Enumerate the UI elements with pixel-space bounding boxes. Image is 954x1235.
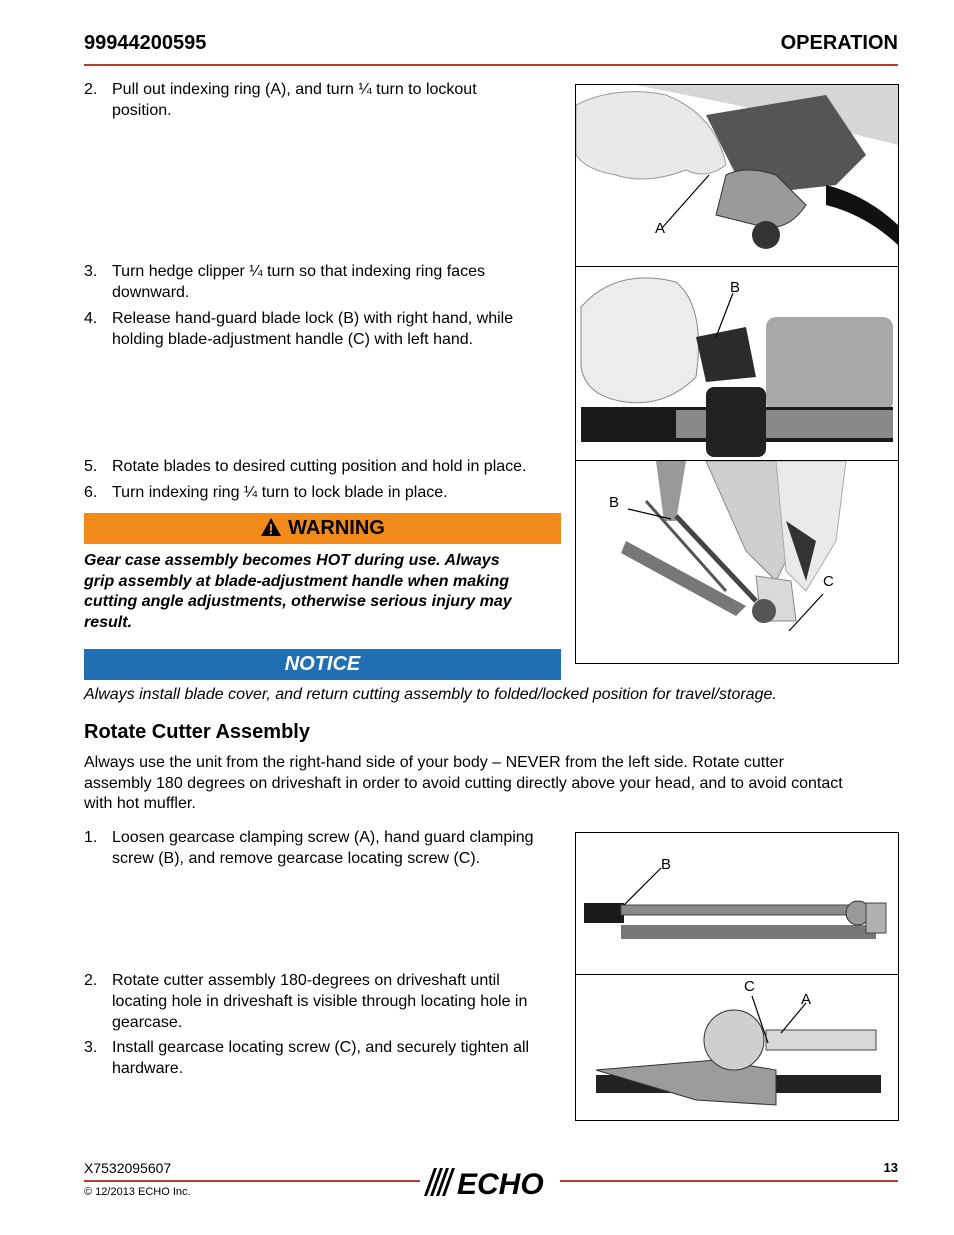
figure-indexing-ring-photo [575,84,899,269]
figure-label-c-fig5: C [744,978,755,995]
section-title: OPERATION [780,32,898,54]
document-number: 99944200595 [84,32,207,54]
footer-copyright: © 12/2013 ECHO Inc. [84,1186,191,1198]
figure-hand-guard-screw-photo [575,832,899,977]
warning-text: Gear case assembly becomes HOT during use. Always grip assembly at blade-adjustment handle when making cutting angle adjustments, otherwise serious injury may result. [84,552,512,631]
figure-label-b-fig2: B [730,279,741,296]
echo-logo-graphic [420,1166,560,1198]
echo-logo-text: ECHO [457,1168,544,1198]
figure-gearcase-screws-photo [575,974,899,1121]
notice-banner [84,649,561,680]
figure-label-b-fig4: B [661,856,672,873]
notice-text: Always install blade cover, and return cutting assembly to folded/locked position for travel/storage. [84,686,777,703]
echo-logo [420,1166,560,1198]
warning-banner [84,513,561,544]
figure-rotate-blades-photo [575,460,899,664]
warning-label: WARNING [288,517,385,539]
section-intro: Always use the unit from the right-hand side of your body – NEVER from the left side. Rotate cutter assembly 180 degrees on driveshaft in order to avoid cutting directly above your head, and to avoid contact with hot muffler. [84,754,843,813]
page-number: 13 [883,1160,898,1175]
figure-blade-lock-photo [575,266,899,463]
figure-label-c-fig3: C [823,573,834,590]
figure-label-a: A [655,220,666,237]
header-rule [84,64,898,66]
notice-label: NOTICE [284,653,361,675]
footer-doc-number: X7532095607 [84,1160,172,1176]
warning-triangle-icon [260,517,282,537]
section-heading: Rotate Cutter Assembly [84,721,310,743]
figure-label-b-fig3: B [609,494,620,511]
figure-label-a-fig5: A [801,991,812,1008]
